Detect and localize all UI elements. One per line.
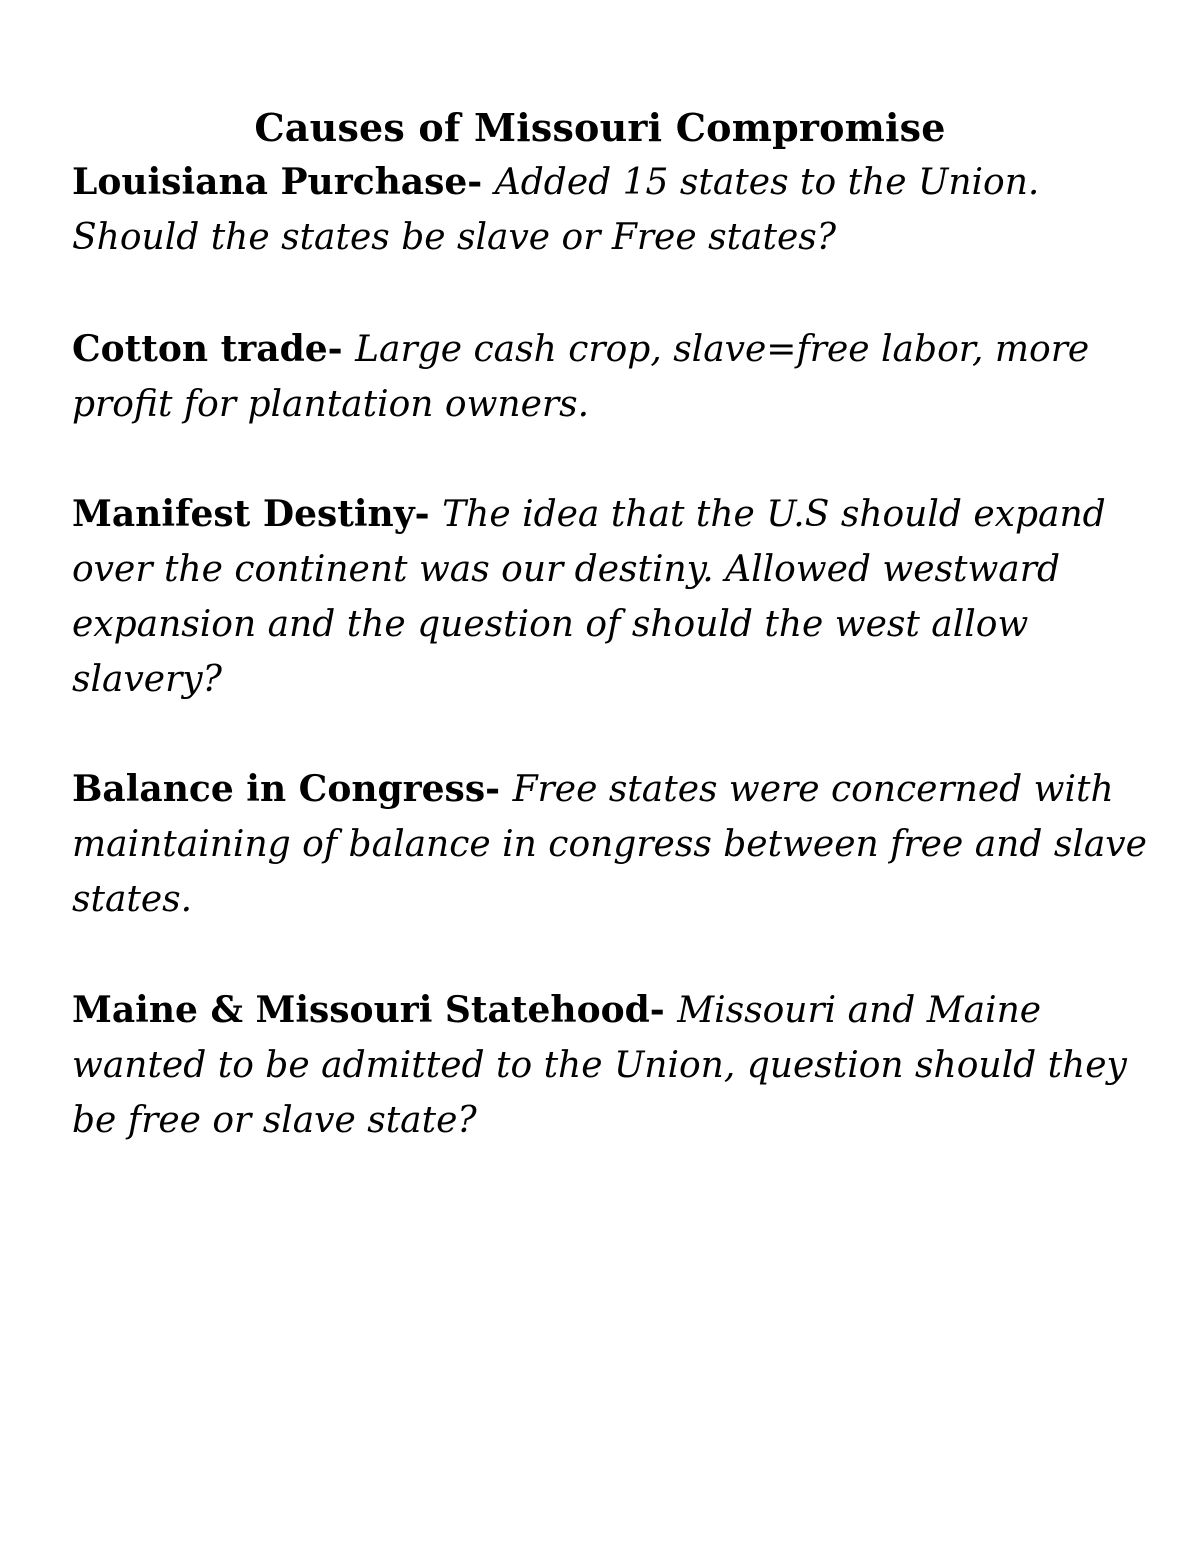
cause-term: Maine & Missouri Statehood — [72, 989, 650, 1031]
cause-description: Missouri and Maine wanted to be admitted to the Union, question should they be free or slave state? — [72, 990, 1127, 1141]
cause-description: Large cash crop, slave=free labor, more profit for plantation owners. — [72, 329, 1090, 425]
page-title: Causes of Missouri Compromise — [254, 105, 946, 150]
cause-separator: - — [649, 989, 678, 1031]
cause-term: Louisiana Purchase — [72, 161, 468, 203]
cause-entry-louisiana-purchase — [72, 155, 1162, 265]
cause-entry-maine-missouri-statehood — [72, 983, 1162, 1148]
cause-separator: - — [467, 161, 495, 203]
cause-description: Free states were concerned with maintaining of balance in congress between free and slave states. — [72, 769, 1147, 920]
cause-description: The idea that the U.S should expand over the continent was our destiny. Allowed westward expansion and the question of should the west allow slavery? — [72, 494, 1106, 700]
cause-entry-cotton-trade — [72, 322, 1162, 432]
cause-description: Added 15 states to the Union. Should the states be slave or Free states? — [72, 162, 1040, 258]
cause-separator: - — [414, 493, 443, 535]
cause-separator: - — [327, 328, 356, 370]
cause-entry-manifest-destiny — [72, 487, 1162, 707]
cause-entry-balance-in-congress — [72, 762, 1162, 927]
cause-separator: - — [485, 768, 513, 810]
cause-term: Cotton trade — [72, 328, 328, 370]
cause-term: Balance in Congress — [72, 768, 486, 810]
cause-term: Manifest Destiny — [72, 493, 415, 535]
